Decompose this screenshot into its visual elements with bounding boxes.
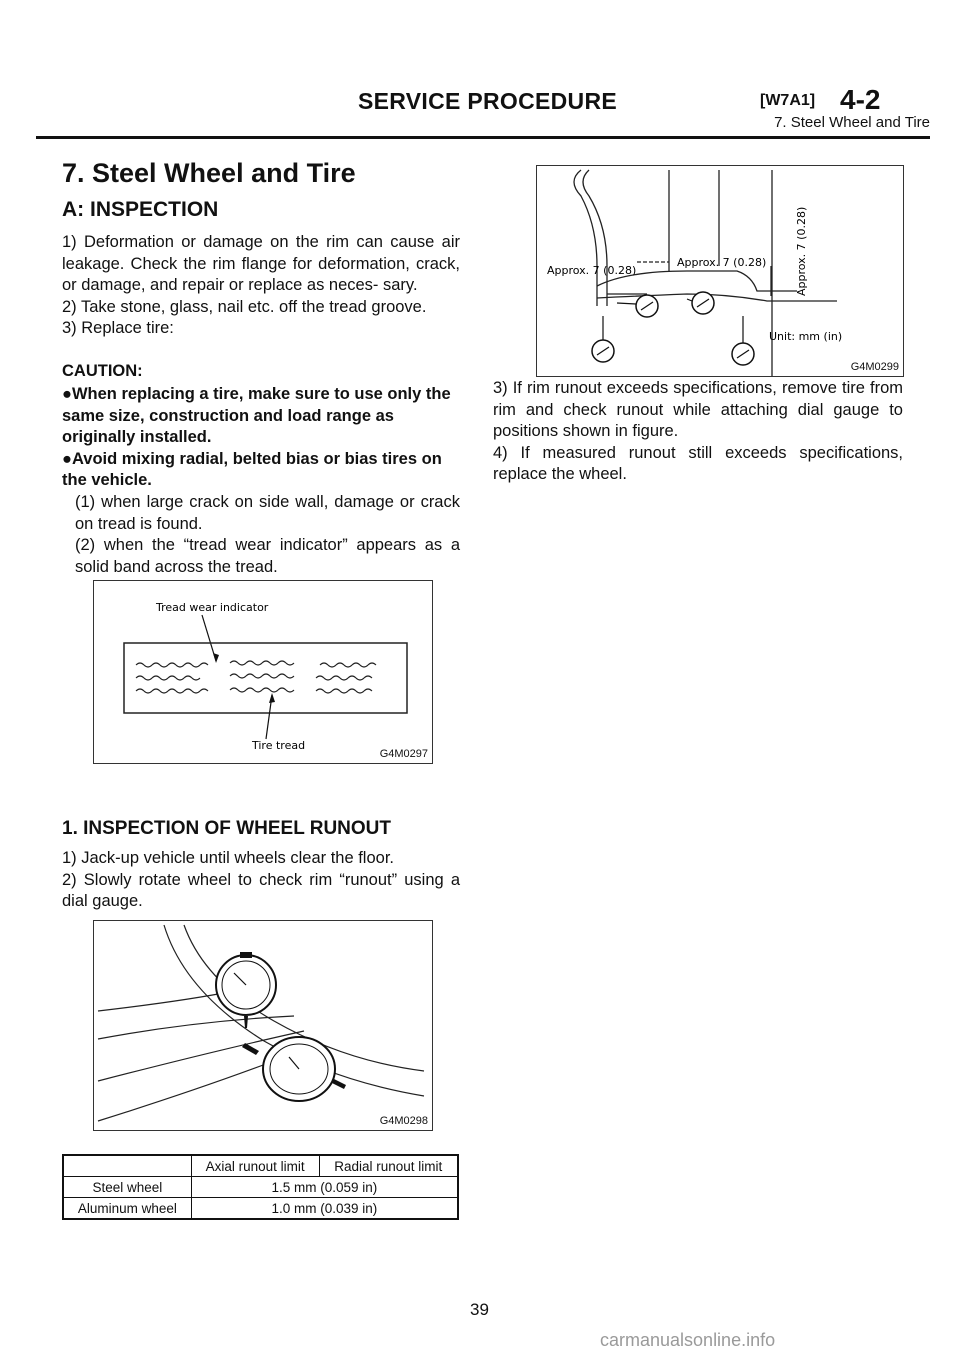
section-code: [W7A1]: [760, 92, 816, 109]
runout-step-2: 2) Slowly rotate wheel to check rim “runout” using a dial gauge.: [62, 870, 460, 910]
runout-heading: 1. INSPECTION OF WHEEL RUNOUT: [62, 818, 392, 839]
table-row: [63, 1177, 458, 1198]
runout-spec-table: [62, 1154, 459, 1220]
table-cell: 1.0 mm (0.039 in): [191, 1198, 458, 1220]
page-header-title: SERVICE PROCEDURE: [358, 88, 618, 114]
page-number: 39: [470, 1300, 489, 1319]
step-3: 3) Replace tire:: [62, 319, 174, 337]
caution-item: ●Avoid mixing radial, belted bias or bias tires on the vehicle.: [62, 449, 442, 489]
dial-gauge-figure: [93, 920, 433, 1131]
bullet-icon: ●: [62, 449, 72, 468]
step-2: 2) Take stone, glass, nail etc. off the tread groove.: [62, 297, 427, 316]
figure-code: G4M0299: [850, 361, 899, 373]
tire-tread-label: Tire tread: [252, 739, 306, 752]
figure-code: G4M0298: [379, 1115, 428, 1127]
tread-wear-figure: [93, 580, 433, 764]
unit-label: Unit: mm (in): [769, 330, 843, 343]
runout-positions-figure: [536, 165, 904, 377]
figure-code: G4M0297: [379, 748, 428, 760]
substep-1: (1) when large crack on side wall, damage or crack on tread is found.: [75, 493, 460, 533]
runout-further-steps: [493, 378, 903, 486]
table-cell: Steel wheel: [63, 1177, 191, 1198]
caution-list: [62, 384, 460, 492]
table-header-cell: Radial runout limit: [319, 1155, 458, 1177]
tread-wear-illustration: [94, 581, 432, 763]
watermark: carmanualsonline.info: [600, 1330, 776, 1350]
approx-label-vertical: Approx. 7 (0.28): [795, 206, 808, 296]
table-cell: Aluminum wheel: [63, 1198, 191, 1220]
table-header-cell: [63, 1155, 191, 1177]
bullet-icon: ●: [62, 385, 72, 403]
main-heading: 7. Steel Wheel and Tire: [62, 158, 356, 188]
approx-label-left: Approx. 7 (0.28): [547, 264, 637, 277]
dial-gauge-illustration: [94, 921, 432, 1130]
runout-step-3: 3) If rim runout exceeds specifications, remove tire from rim and check runout while attaching dial gauge to positions shown in figure.: [493, 379, 903, 440]
table-header-cell: Axial runout limit: [191, 1155, 319, 1177]
inspection-steps: [62, 232, 460, 340]
runout-step-1: 1) Jack-up vehicle until wheels clear the floor.: [62, 849, 394, 867]
section-number: 4-2: [840, 84, 881, 115]
runout-positions-illustration: [537, 166, 903, 376]
substep-2: (2) when the “tread wear indicator” appears as a solid band across the tread.: [75, 536, 460, 576]
table-cell: 1.5 mm (0.059 in): [191, 1177, 458, 1198]
approx-label-middle: Approx. 7 (0.28): [677, 256, 767, 269]
runout-steps: [62, 848, 460, 913]
inspection-heading: A: INSPECTION: [62, 198, 219, 221]
runout-step-4: 4) If measured runout still exceeds specifications, replace the wheel.: [493, 443, 903, 483]
header-rule: [36, 136, 930, 139]
tread-wear-label: Tread wear indicator: [156, 601, 269, 614]
step-1: 1) Deformation or damage on the rim can cause air leakage. Check the rim flange for deformation, crack, or damage, and repair or replace as neces- sary.: [62, 233, 460, 294]
replace-conditions: [75, 492, 460, 578]
caution-heading: CAUTION:: [62, 362, 143, 380]
table-header-row: [63, 1155, 458, 1177]
table-row: [63, 1198, 458, 1220]
caution-item: ●When replacing a tire, make sure to use only the same size, construction and load range as originally installed.: [62, 385, 451, 446]
page-header-subtitle: 7. Steel Wheel and Tire: [774, 114, 930, 131]
